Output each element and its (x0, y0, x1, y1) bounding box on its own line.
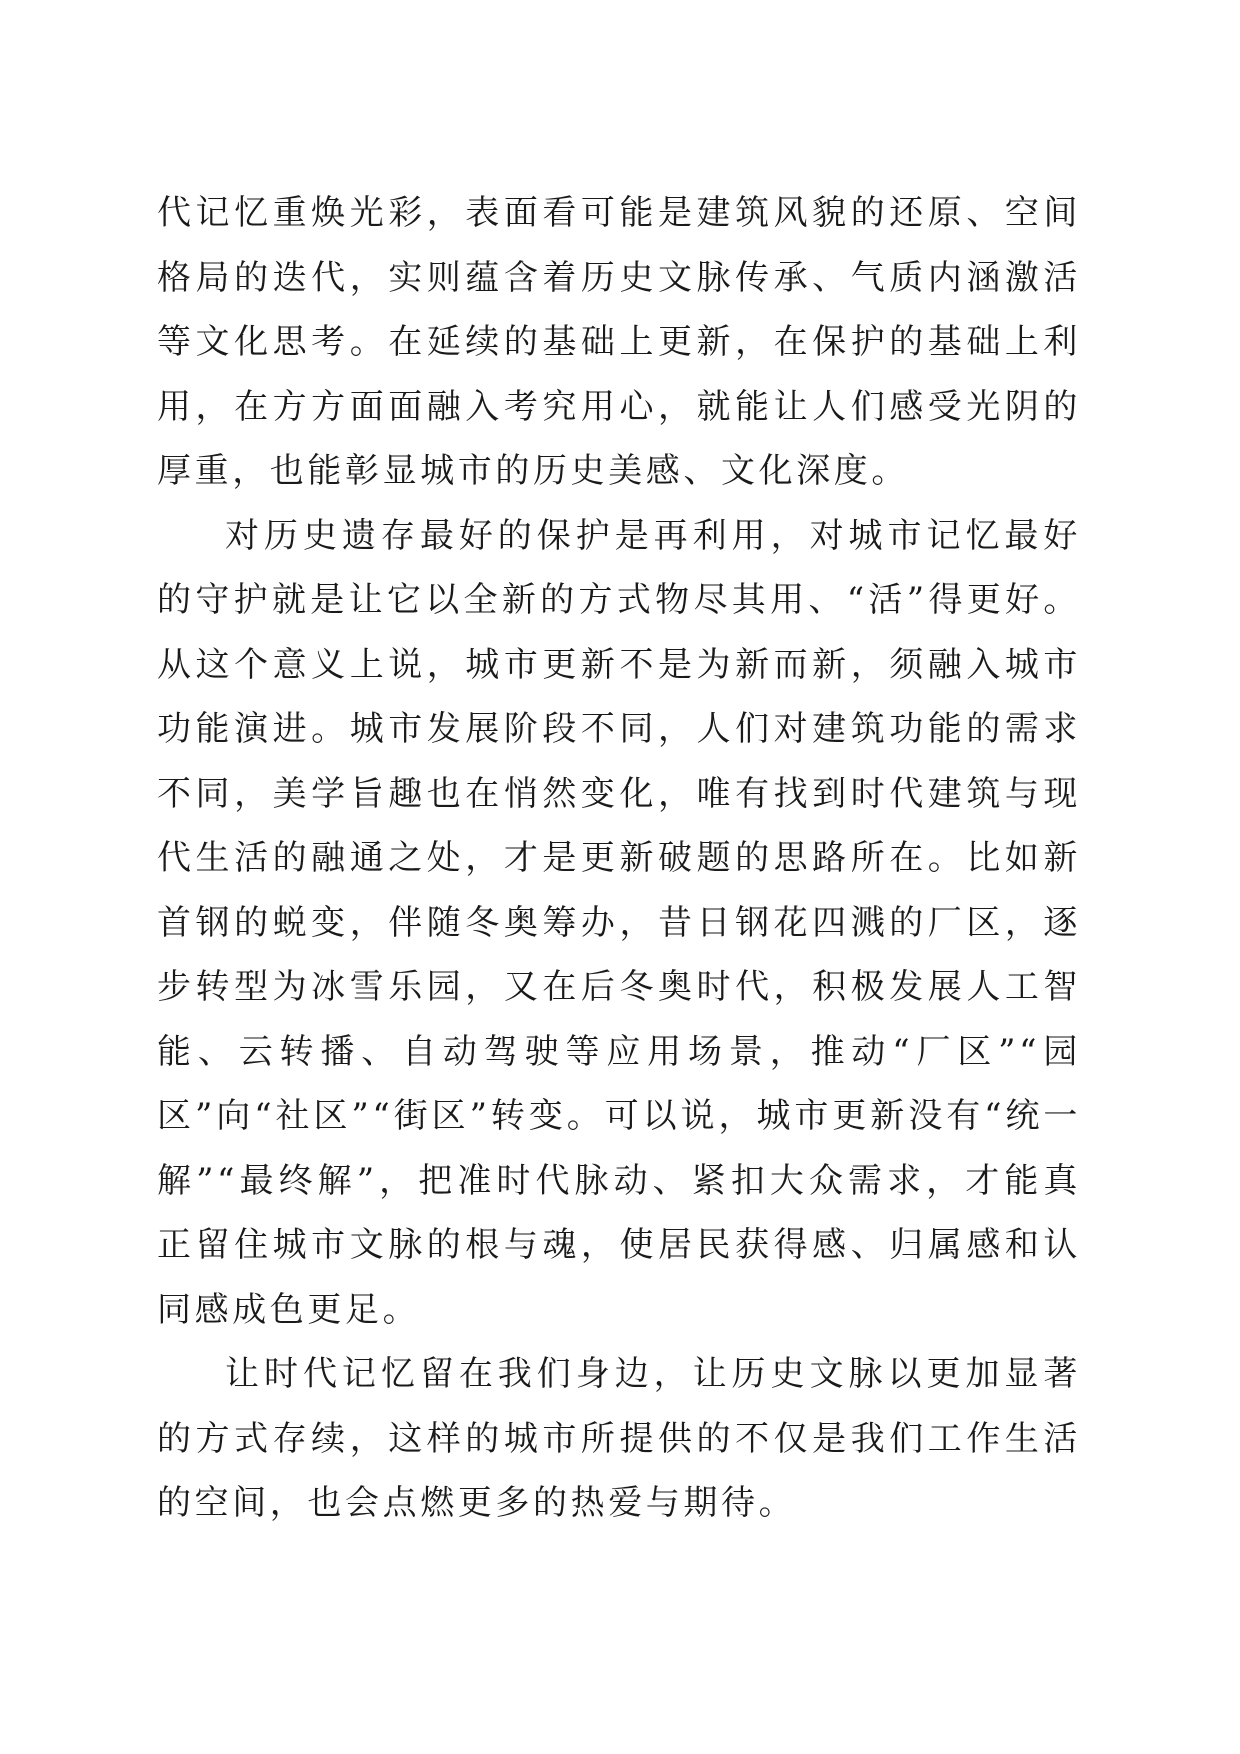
paragraph-2: 对历史遗存最好的保护是再利用，对城市记忆最好的守护就是让它以全新的方式物尽其用、“活”得更好。从这个意义上说，城市更新不是为新而新，须融入城市功能演进。城市发展阶段不同，人们对建筑功能的需求不同，美学旨趣也在悄然变化，唯有找到时代建筑与现代生活的融通之处，才是更新破题的思路所在。比如新首钢的蜕变，伴随冬奥筹办，昔日钢花四溅的厂区，逐步转型为冰雪乐园，又在后冬奥时代，积极发展人工智能、云转播、自动驾驶等应用场景，推动“厂区”“园区”向“社区”“街区”转变。可以说，城市更新没有“统一解”“最终解”，把准时代脉动、紧扣大众需求，才能真正留住城市文脉的根与魂，使居民获得感、归属感和认同感成色更足。 (157, 515, 1081, 1330)
paragraph-1: 代记忆重焕光彩，表面看可能是建筑风貌的还原、空间格局的迭代，实则蕴含着历史文脉传承、气质内涵激活等文化思考。在延续的基础上更新，在保护的基础上利用，在方方面面融入考究用心，就能让人们感受光阴的厚重，也能彰显城市的历史美感、文化深度。 (157, 193, 1081, 491)
document-body (157, 181, 1081, 1536)
paragraph-3: 让时代记忆留在我们身边，让历史文脉以更加显著的方式存续，这样的城市所提供的不仅是我们工作生活的空间，也会点燃更多的热爱与期待。 (157, 1354, 1081, 1523)
